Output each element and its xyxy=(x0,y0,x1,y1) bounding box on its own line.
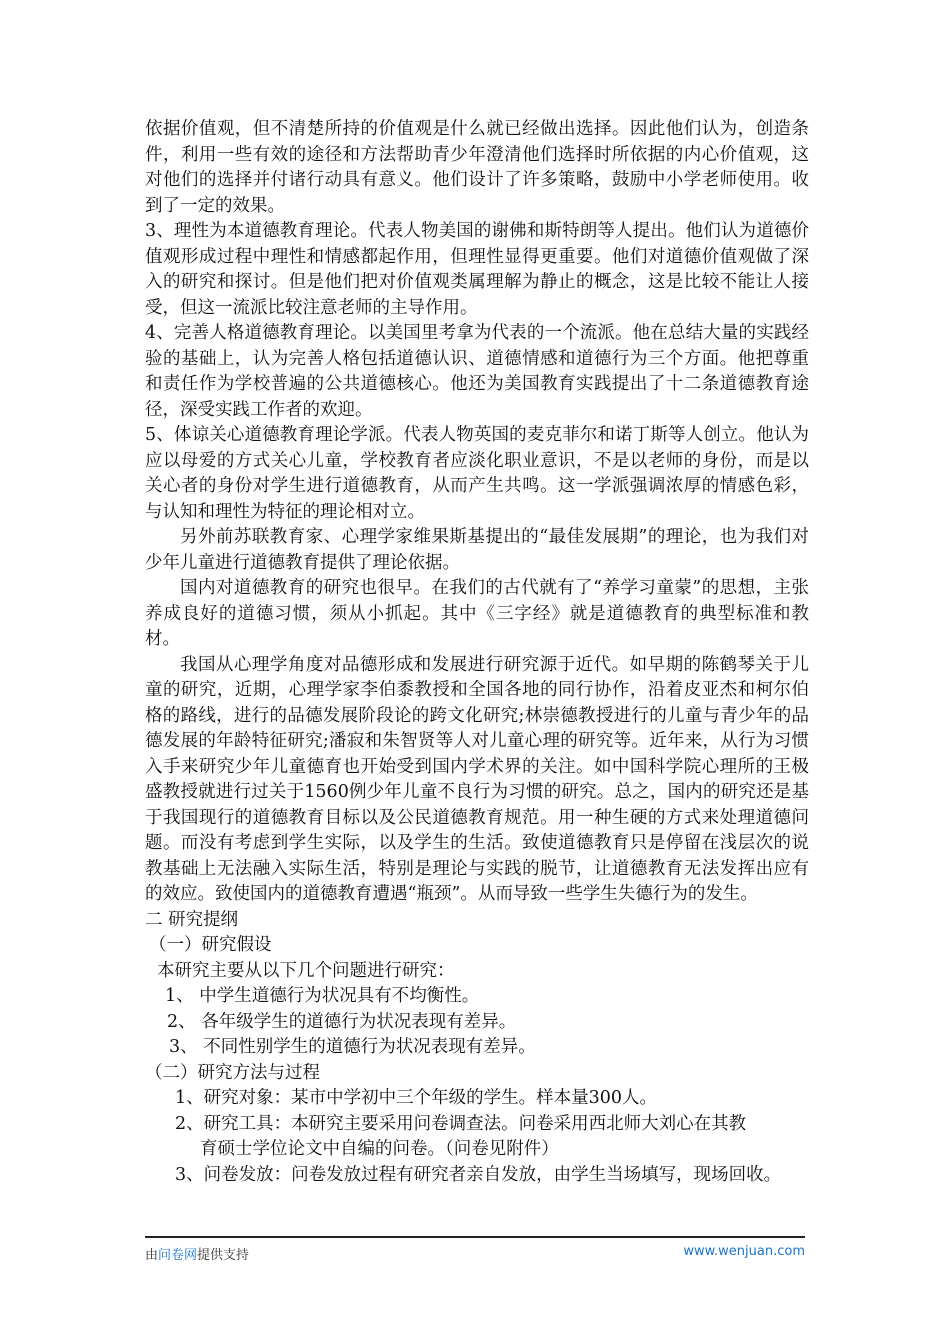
footer-credit xyxy=(145,1244,249,1263)
footer-suffix: 提供支持 xyxy=(197,1248,250,1263)
hypothesis-item: 1、 中学生道德行为状况具有不均衡性。 xyxy=(165,986,480,1006)
method-item-line: 2、研究工具：本研究主要采用问卷调查法。问卷采用西北师大刘心在其教 xyxy=(175,1113,747,1134)
method-item: 1、研究对象：某市中学初中三个年级的学生。样本量300人。 xyxy=(175,1088,658,1108)
section-title: 二 研究提纲 xyxy=(145,909,239,930)
hypothesis-item: 2、 各年级学生的道德行为状况表现有差异。 xyxy=(167,1011,517,1032)
footer-prefix: 由 xyxy=(145,1248,159,1263)
method-item xyxy=(145,1112,809,1163)
paragraph-character-theory: 4、完善人格道德教育理论。以美国里考拿为代表的一个流派。他在总结大量的实践经验的基础上，认为完善人格包括道德认识、道德情感和道德行为三个方面。他把尊重和责任作为学校普遍的公共道德核心。他还为美国教育实践提出了十二条道德教育途径，深受实践工作者的欢迎。 xyxy=(145,323,809,420)
paragraph-domestic-research: 我国从心理学角度对品德形成和发展进行研究源于近代。如早期的陈鹤琴关于儿童的研究，近期，心理学家李伯黍教授和全国各地的同行协作，沿着皮亚杰和柯尔伯格的路线，进行的品德发展阶段论的跨文化研究;林崇德教授进行的儿童与青少年的品德发展的年龄特征研究;潘寂和朱智贤等人对儿童心理的研究等。近年来，从行为习惯入手来研究少年儿童德育也开始受到国内学术界的关注。如中国科学院心理所的王极盛教授就进行过关于1560例少年儿童不良行为习惯的研究。总之，国内的研究还是基于我国现行的道德教育目标以及公民道德教育规范。用一种生硬的方式来处理道德问题。而没有考虑到学生实际，以及学生的生活。致使道德教育只是停留在浅层次的说教基础上无法融入实际生活，特别是理论与实践的脱节，让道德教育无法发挥出应有的效应。致使国内的道德教育遭遇“瓶颈”。从而导致一些学生失德行为的发生。 xyxy=(145,654,809,904)
footer-brand-link[interactable]: 问卷网 xyxy=(158,1248,198,1263)
paragraph-vygotsky: 另外前苏联教育家、心理学家维果斯基提出的“最佳发展期”的理论，也为我们对少年儿童进行道德教育提供了理论依据。 xyxy=(145,527,809,573)
hypothesis-item: 3、 不同性别学生的道德行为状况表现有差异。 xyxy=(169,1037,536,1057)
document-body xyxy=(145,117,809,1188)
method-item-line: 育硕士学位论文中自编的问卷。（问卷见附件） xyxy=(200,1139,559,1159)
paragraph-caring-theory: 5、体谅关心道德教育理论学派。代表人物英国的麦克菲尔和诺丁斯等人创立。他认为应以母爱的方式关心儿童，学校教育者应淡化职业意识，不是以老师的身份，而是以关心者的身份对学生进行道德教育，从而产生共鸣。这一学派强调浓厚的情感色彩，与认知和理性为特征的理论相对立。 xyxy=(145,425,809,522)
footer-url-link[interactable]: www.wenjuan.com xyxy=(683,1244,805,1259)
subsection-title-hypotheses: （一）研究假设 xyxy=(149,935,272,955)
footer-divider xyxy=(145,1236,805,1238)
paragraph-rational-theory: 3、理性为本道德教育理论。代表人物美国的谢佛和斯特朗等人提出。他们认为道德价值观形成过程中理性和情感都起作用，但理性显得更重要。他们对道德价值观做了深入的研究和探讨。但是他们把对价值观类属理解为静止的概念，这是比较不能让人接受，但这一流派比较注意老师的主导作用。 xyxy=(145,221,809,318)
paragraph-values-clarification: 依据价值观，但不清楚所持的价值观是什么就已经做出选择。因此他们认为，创造条件，利用一些有效的途径和方法帮助青少年澄清他们选择时所依据的内心价值观，这对他们的选择并付诸行动具有意义。他们设计了许多策略，鼓励中小学老师使用。收到了一定的效果。 xyxy=(145,119,809,216)
paragraph-domestic-history: 国内对道德教育的研究也很早。在我们的古代就有了“养学习童蒙”的思想，主张养成良好的道德习惯，须从小抓起。其中《三字经》就是道德教育的典型标准和教材。 xyxy=(145,578,809,649)
method-item: 3、问卷发放：问卷发放过程有研究者亲自发放，由学生当场填写，现场回收。 xyxy=(175,1164,782,1185)
subsection-title-methods: （二）研究方法与过程 xyxy=(145,1062,320,1083)
hypotheses-lead: 本研究主要从以下几个问题进行研究： xyxy=(157,960,455,981)
